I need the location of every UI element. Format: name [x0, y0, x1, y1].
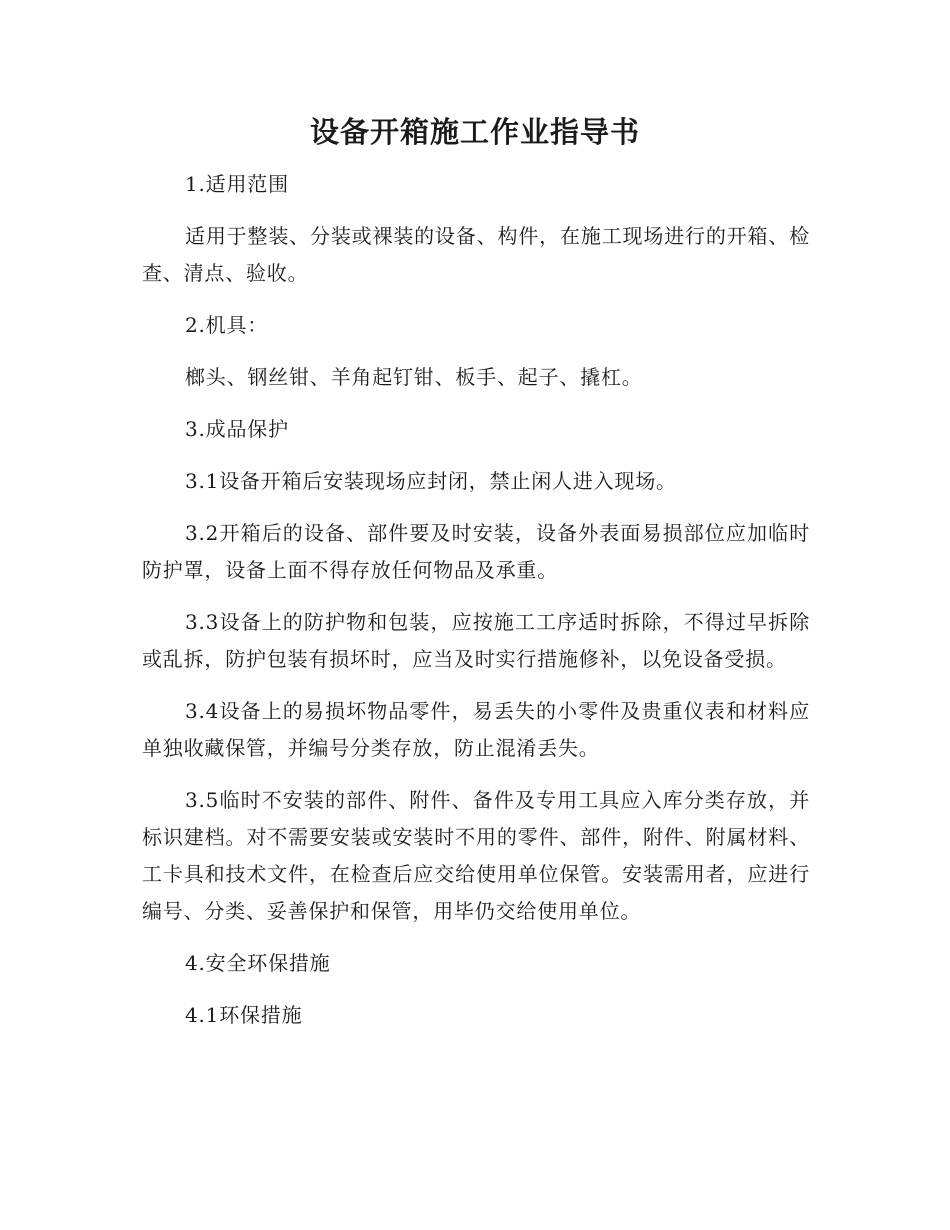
document-title: 设备开箱施工作业指导书	[309, 115, 640, 149]
section-heading: 4.安全环保措施	[185, 951, 331, 975]
paragraph: 3.4设备上的易损坏物品零件，易丢失的小零件及贵重仪表和材料应单独收藏保管，并编号分类存放，防止混淆丢失。	[142, 699, 810, 760]
subsection-heading: 4.1环保措施	[185, 1003, 303, 1027]
document-body	[142, 166, 810, 1049]
paragraph: 3.2开箱后的设备、部件要及时安装，设备外表面易损部位应加临时防护罩，设备上面不得存放任何物品及承重。	[142, 521, 810, 582]
paragraph: 榔头、钢丝钳、羊角起钉钳、板手、起子、撬杠。	[185, 365, 643, 389]
paragraph: 适用于整装、分装或裸装的设备、构件，在施工现场进行的开箱、检查、清点、验收。	[142, 224, 810, 285]
paragraph: 3.3设备上的防护物和包装，应按施工工序适时拆除，不得过早拆除或乱拆，防护包装有损坏时，应当及时实行措施修补，以免设备受损。	[142, 610, 810, 671]
paragraph: 3.1设备开箱后安装现场应封闭，禁止闲人进入现场。	[185, 469, 677, 493]
section-heading: 3.成品保护	[185, 417, 289, 441]
section-heading: 1.适用范围	[185, 172, 289, 196]
section-heading: 2.机具：	[185, 313, 269, 337]
paragraph: 3.5临时不安装的部件、附件、备件及专用工具应入库分类存放，并标识建档。对不需要安装或安装时不用的零件、部件，附件、附属材料、工卡具和技术文件，在检查后应交给使用单位保管。安装需用者，应进行编号、分类、妥善保护和保管，用毕仍交给使用单位。	[142, 788, 810, 923]
